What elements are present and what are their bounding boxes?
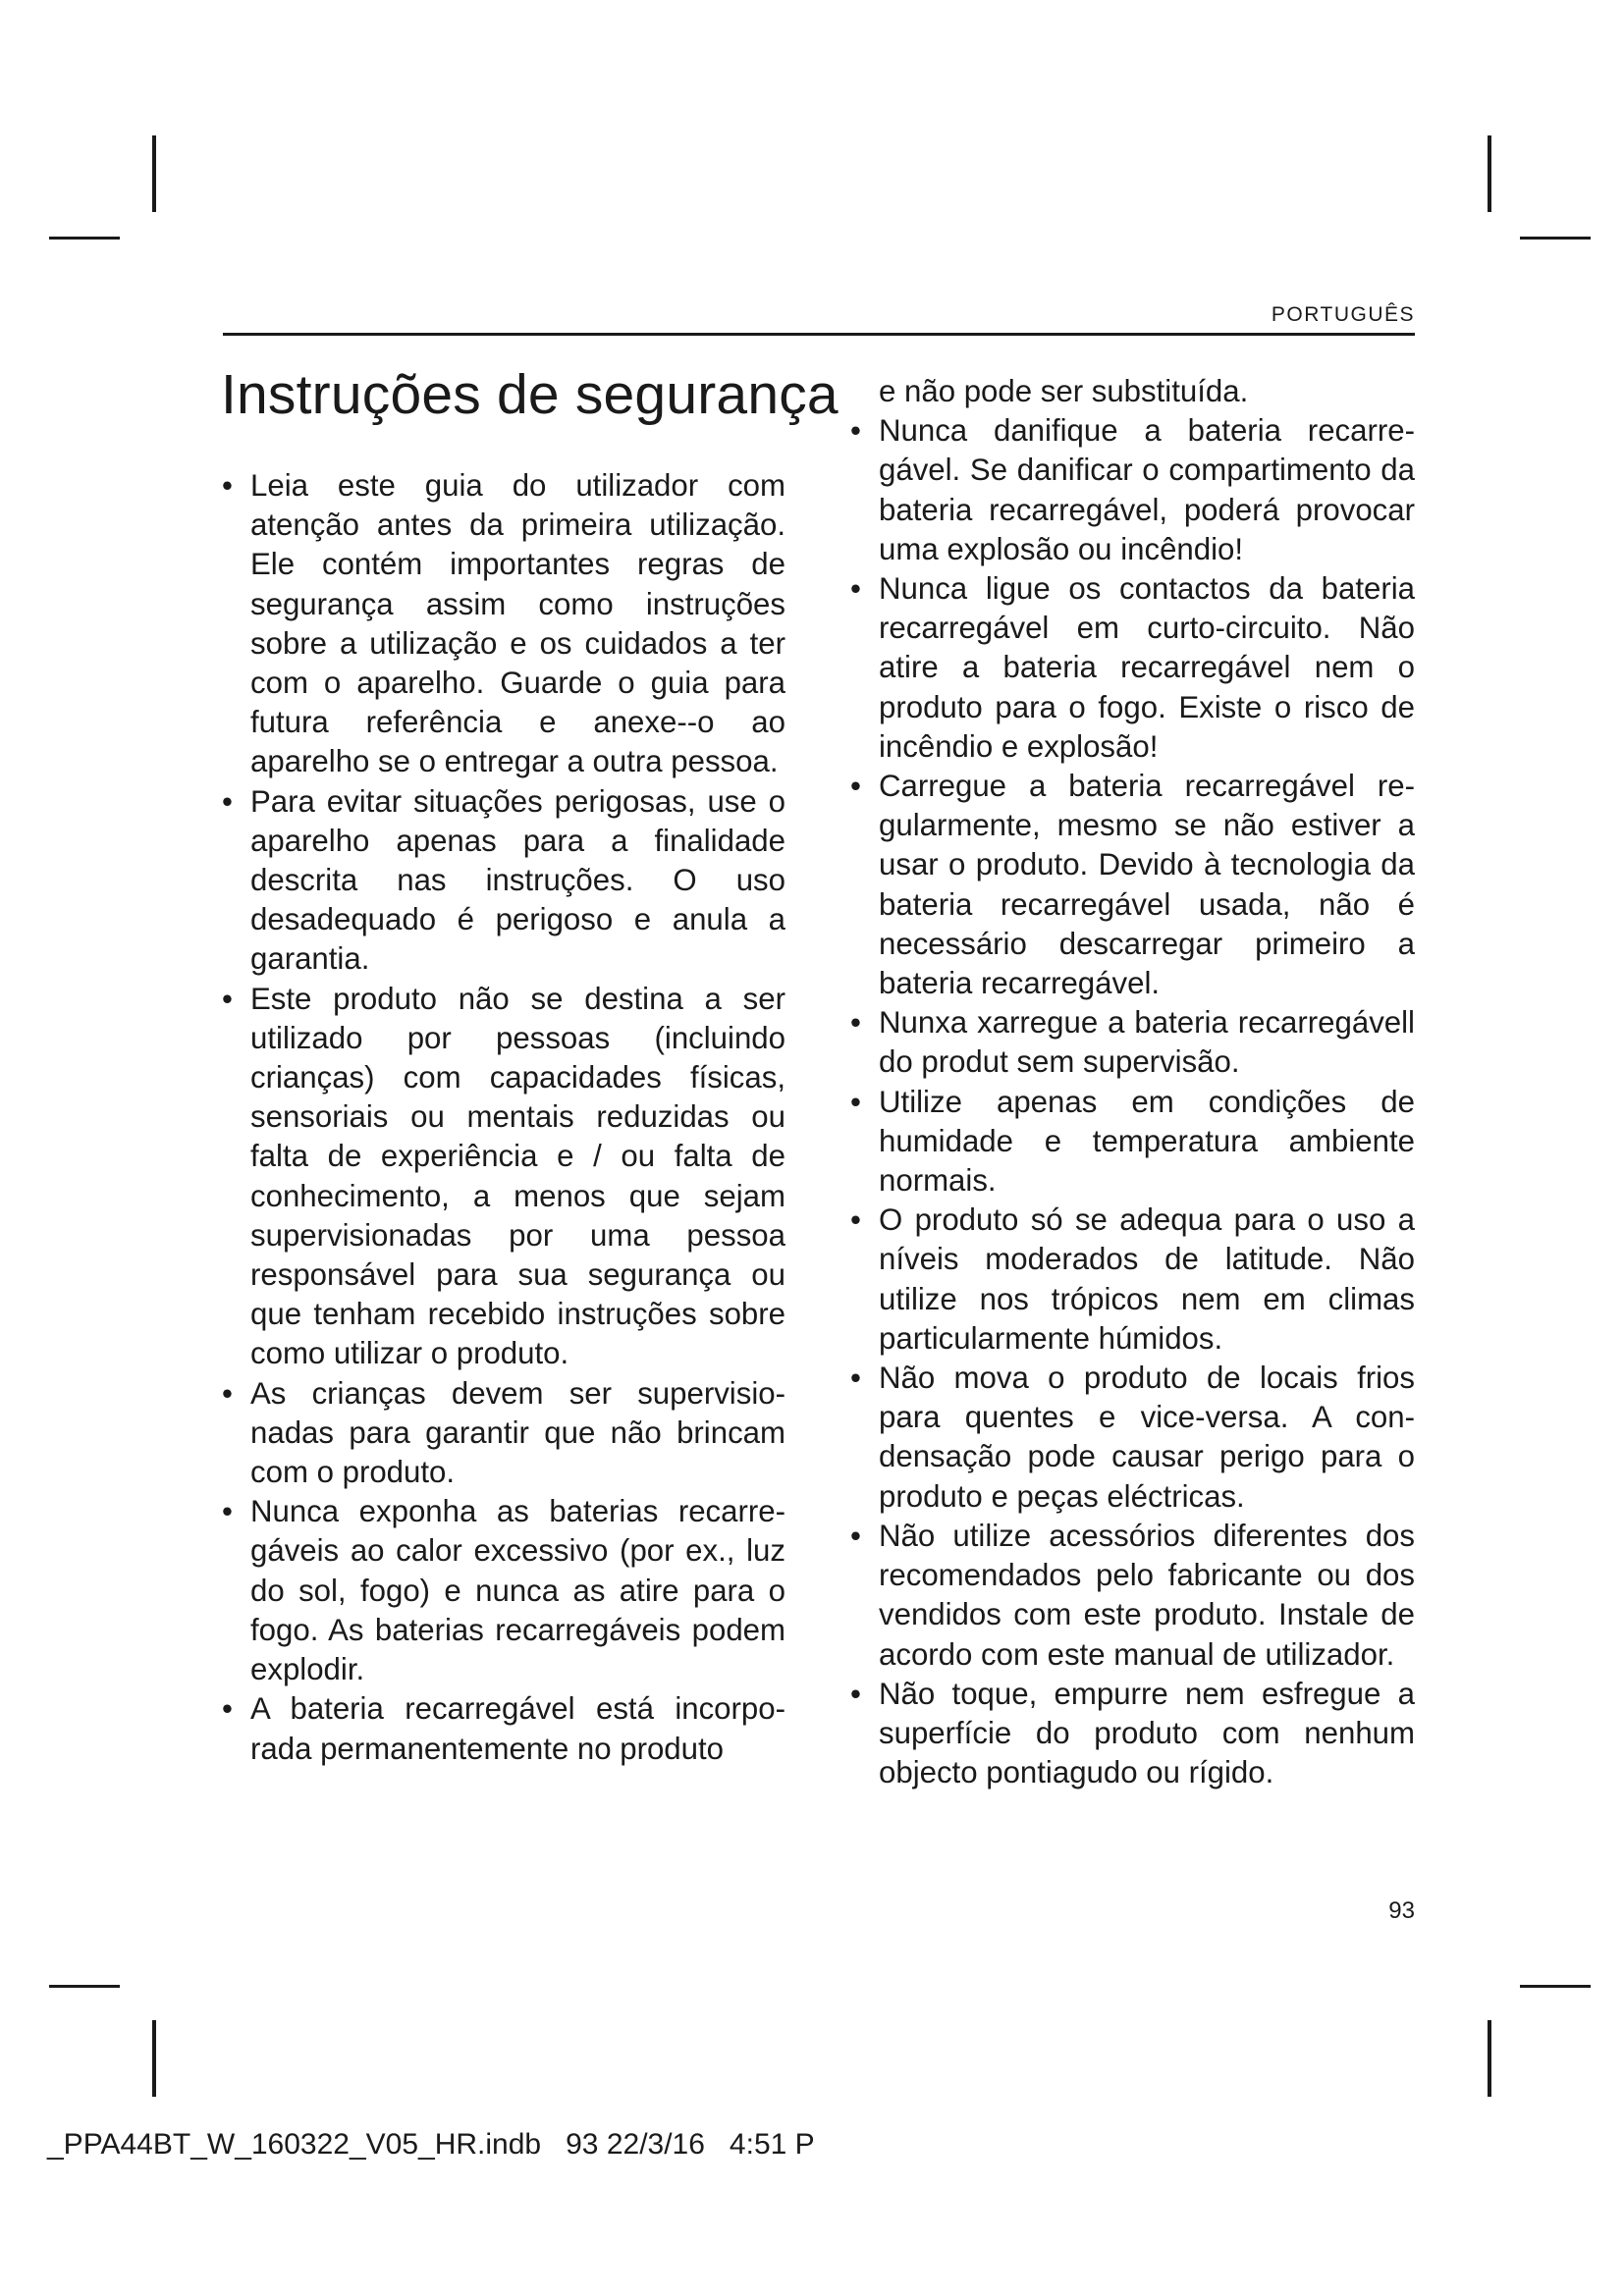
bullet-icon: • xyxy=(222,1691,233,1727)
list-item xyxy=(850,1359,1415,1517)
list-item xyxy=(850,1083,1415,1201)
list-item-text: Nunca danifique a bateria recarregável. Se danificar o compartimento da bateria recarregável, poderá provocar uma explosão ou incêndio! xyxy=(879,413,1415,566)
bullet-icon: • xyxy=(850,1676,861,1711)
page-number: 93 xyxy=(1388,1897,1415,1924)
list-item xyxy=(850,1517,1415,1675)
list-item-text: O produto só se adequa para o uso a níveis moderados de latitude. Não utilize nos trópicos nem em climas particularmente húmidos. xyxy=(879,1202,1415,1356)
list-item xyxy=(850,1003,1415,1082)
list-item-text: Não utilize acessórios diferentes dos recomendados pelo fabricante ou dos vendidos com este produto. Instale de acordo com este manual de utilizador. xyxy=(879,1518,1415,1672)
bullet-icon: • xyxy=(222,1375,233,1411)
list-item xyxy=(850,569,1415,767)
list-item-text: Não mova o produto de locais frios para quentes e vice-versa. A condensação pode causar perigo para o produto e peças eléctricas. xyxy=(879,1361,1415,1514)
list-item-text: Para evitar situações perigosas, use o aparelho apenas para a finalidade descrita nas instruções. O uso desadequado é perigoso e anula a garantia. xyxy=(250,783,785,977)
language-label: PORTUGUÊS xyxy=(1271,303,1415,326)
list-item xyxy=(850,1201,1415,1359)
list-item xyxy=(222,980,785,1374)
crop-mark-top-left-vertical xyxy=(152,135,156,212)
bullet-icon: • xyxy=(850,1361,861,1396)
list-item xyxy=(850,1675,1415,1793)
crop-mark-top-left-horizontal xyxy=(49,237,120,240)
bullet-icon: • xyxy=(850,1084,861,1119)
list-item-text: Nunca ligue os contactos da bateria recarregável em curto-circuito. Não atire a bateria recarregável nem o produto para o fogo. Existe o risco de incêndio e explosão! xyxy=(879,571,1415,764)
list-item-text: As crianças devem ser supervisionadas para garantir que não brincam com o produto. xyxy=(250,1375,785,1490)
crop-mark-bottom-right-vertical xyxy=(1488,2020,1491,2097)
bullet-icon: • xyxy=(850,413,861,449)
list-item xyxy=(222,1492,785,1689)
print-slug: _PPA44BT_W_160322_V05_HR.indb 93 22/3/16 4:51 P xyxy=(47,2128,815,2161)
list-item xyxy=(222,1689,785,1768)
list-item-text: Carregue a bateria recarregável regularmente, mesmo se não estiver a usar o produto. Devido à tecnologia da bateria recarregável usada, não é necessário descarregar primeiro a bateria recarregável. xyxy=(879,769,1415,1001)
continuation-text: e não pode ser substituída. xyxy=(879,374,1249,408)
left-bullet-list xyxy=(222,466,785,1769)
bullet-icon: • xyxy=(850,571,861,607)
bullet-icon: • xyxy=(222,1494,233,1529)
list-item-text: Utilize apenas em condições de humidade e temperatura ambiente normais. xyxy=(879,1084,1415,1199)
bullet-icon: • xyxy=(222,468,233,503)
left-column xyxy=(222,466,785,1769)
list-item-text: A bateria recarregável está incorporada permanentemente no produto xyxy=(250,1691,785,1766)
list-item-text: Não toque, empurre nem esfregue a superfície do produto com nenhum objecto pontiagudo ou rígido. xyxy=(879,1676,1415,1790)
list-item-text: Este produto não se destina a ser utilizado por pessoas (incluindo crianças) com capacidades físicas, sensoriais ou mentais reduzidas ou falta de experiência e / ou falta de conhecimento, a menos que sejam supervisionadas por uma pessoa responsável para sua segurança ou que tenham recebido instruções sobre como utilizar o produto. xyxy=(250,981,785,1371)
list-item xyxy=(222,782,785,980)
list-item xyxy=(222,466,785,782)
crop-mark-bottom-left-horizontal xyxy=(49,1985,120,1988)
list-item xyxy=(850,767,1415,1003)
bullet-icon: • xyxy=(850,1518,861,1553)
crop-mark-top-right-horizontal xyxy=(1520,237,1591,240)
header-rule xyxy=(223,333,1415,336)
right-column xyxy=(850,372,1415,1792)
bullet-icon: • xyxy=(222,783,233,819)
crop-mark-bottom-left-vertical xyxy=(152,2020,156,2097)
crop-mark-top-right-vertical xyxy=(1488,135,1491,212)
list-item xyxy=(850,411,1415,569)
bullet-icon: • xyxy=(850,1005,861,1041)
list-item-text: Nunxa xarregue a bateria recarregávell do produt sem supervisão. xyxy=(879,1005,1415,1080)
page-title: Instruções de segurança xyxy=(221,363,839,426)
right-bullet-list xyxy=(850,411,1415,1792)
bullet-icon: • xyxy=(850,1202,861,1238)
bullet-icon: • xyxy=(850,769,861,804)
list-item-text: Leia este guia do utilizador com atenção antes da primeira utilização. Ele contém importantes regras de segurança assim como instruções sobre a utilização e os cuidados a ter com o aparelho. Guarde o guia para futura referência e anexe-‑o ao aparelho se o entregar a outra pessoa. xyxy=(250,468,785,779)
list-item xyxy=(222,1374,785,1493)
crop-mark-bottom-right-horizontal xyxy=(1520,1985,1591,1988)
list-item-text: Nunca exponha as baterias recarregáveis ao calor excessivo (por ex., luz do sol, fogo) e nunca as atire para o fogo. As baterias recarregáveis podem explodir. xyxy=(250,1494,785,1687)
bullet-icon: • xyxy=(222,981,233,1016)
